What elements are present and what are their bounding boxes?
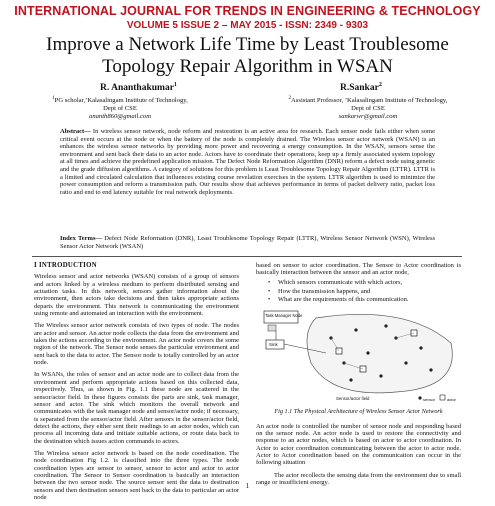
architecture-diagram xyxy=(256,308,461,406)
author-name-2: R.Sankar$^2$ xyxy=(340,82,382,94)
left-column xyxy=(34,262,239,506)
label-field: Sensor/actor field xyxy=(336,395,370,401)
affiliation-dept: Dept of CSE xyxy=(103,105,137,113)
abstract xyxy=(60,128,435,196)
figure-caption: Fig 1.1 The Physical Architecture of Wireless Sensor Actor Network xyxy=(274,407,443,415)
sensor-node xyxy=(349,378,352,381)
right-column xyxy=(256,262,461,491)
bullet-list xyxy=(278,279,461,304)
paragraph: An actor node is controlled the number of sensor node and responding based on the sensor node. An actor node is used to restore the connectivity and response to an actor nodes, which is based on actor to actor coordination. In Actor to actor coordination communicating between the actor to actor node. Actor to Actor coordination based on the communication can occur in the following situation xyxy=(256,422,461,467)
author-email: ananth860@gmail.com xyxy=(89,113,151,121)
author-name-1: R. Ananthakumar$^1$ xyxy=(100,82,177,94)
paragraph: based on sensor to actor coordination. The Sensor to Actor coordination is basically interaction between the sensor and an actor node, xyxy=(256,262,461,277)
abstract-label: Abstract— xyxy=(60,128,91,135)
affiliation-dept: Dept of CSE xyxy=(351,105,385,113)
legend-actor-icon xyxy=(440,395,445,400)
affiliation-marker: 1 xyxy=(52,96,55,101)
index-terms-label: Index Terms— xyxy=(60,235,103,242)
legend-sensor-icon xyxy=(418,396,421,399)
affiliation-line: PG scholar,’Kalasalingam Institute of Technology, xyxy=(54,97,188,105)
sensor-node xyxy=(419,346,422,349)
journal-title: INTERNATIONAL JOURNAL FOR TRENDS IN ENGINEERING & TECHNOLOGY xyxy=(14,4,481,18)
paper-title: Improve a Network Life Time by Least Troublesome Topology Repair Algorithm in WSAN xyxy=(46,34,449,77)
paragraph: The actor recollects the sensing data from the environment due to small range or insufficient energy. xyxy=(256,471,461,487)
sensor-node xyxy=(429,368,432,371)
list-item: • Which sensors communicate with which actors, xyxy=(278,279,461,286)
author-affiliation-1 xyxy=(20,95,220,121)
legend-actor-label: actor xyxy=(447,396,456,402)
computer-icon xyxy=(268,325,276,331)
sensor-node xyxy=(379,374,382,377)
paragraph: Wireless sensor and actor networks (WSAN) consists of a group of sensors and actors linked by a wireless medium to perform distributed sensing and actuation tasks. In this network, sensors gather information about the environment, then actors take decisions and then takes appropriate actions departs the environment. This network is communicating the environment using remote and automated an interaction with the environment. xyxy=(34,273,239,318)
figure-wsan-architecture xyxy=(256,308,461,406)
author-email: sankarwr@gmail.com xyxy=(338,113,398,121)
sensor-node xyxy=(354,328,357,331)
abstract-text: In wireless sensor network, node reform and restoration is an active area for research. Each sensor node fails either when some critical event occurs at the node or when the battery of the node is completely drained. The Wireless sensor actor network (WSAN) is an enhances the wireless sensor networks by providing more power and recovering a energy consumption. In the WSAN, sensors sense the environment and sent back their data to an actor node. Actors have to coordinate their operations, keep up a firmly associated system topology at all times and achieve the predefined application mission. The Defect Node Reformation Algorithm (DNR) reform a defect node using genetic and the grade diffusion algorithms. A category of solutions for this problem is Least Troublesome Topology Repair Algorithm (LTTR). LTTR is a limited and circulated calculation that influences existing course revelation exercises in the system. LTTR algorithm is used to minimize the power consumption and reform a transmission path. Our results show that achieves performance in terms of packet delivery ratio, packet loss ratio and end to end latency suitable for real network deployments. xyxy=(60,128,435,196)
affiliation-line: Assistant Professor, ’Kalasalingam Institute of Technology, xyxy=(291,97,448,105)
list-item: • What are the requirements of this communication. xyxy=(278,296,461,303)
affiliation-marker: 2 xyxy=(288,96,292,101)
paragraph: The Wireless sensor actor network consists of two types of node. The nodes are actor and sensor. An actor node collects the data from the environment and takes the actions according to the environment. An actor node covers the some region of the network. The Sensor node senses the particular environment and sent back to the data to actor. The Sensor node is totally controlled by an actor node. xyxy=(34,322,239,367)
label-sink: Sink xyxy=(269,341,278,347)
sensor-node xyxy=(404,361,407,364)
list-item: • How the transmission happens, and xyxy=(278,288,461,295)
legend-sensor-label: sensor xyxy=(423,396,436,402)
journal-volume: VOLUME 5 ISSUE 2 – MAY 2015 - ISSN: 2349 - 9303 xyxy=(126,20,369,31)
sensor-node xyxy=(366,351,369,354)
index-terms xyxy=(60,235,435,250)
page-number: 1 xyxy=(245,482,250,490)
index-terms-text: Defect Node Reformation (DNR), Least Troublesome Topology Repair (LTTR), Wireless Sensor Network (WSN), Wireless Sensor Actor Network (WSAN) xyxy=(60,235,436,250)
paragraph: The Wireless sensor actor network is based on the node coordination. The node coordination Fig 1.2. is classified into the three types. The node coordination types are sensor to sensor, sensor to actor and actor to actor coordination. The Sensor to Sensor coordination is basically an interaction between the two sensor node. The source sensor sent the data to destination sensors and then destination sensors sent back to the data to particular an actor node xyxy=(34,449,239,501)
sensor-field-boundary xyxy=(307,314,452,393)
label-task-manager: Task Manager Node xyxy=(265,312,303,318)
sensor-node xyxy=(384,324,387,327)
author-affiliation-2 xyxy=(258,95,478,121)
paragraph: In WSANs, the roles of sensor and an actor node are to collect data from the environment and perform appropriate actions based on this collected data, respectively. Thus, as shown in Fig. 1.1 these node are scattered in the sensor/actor field. In these figures consists the parts are sink, task manager, sensor and actor. The sink which monitors the overall network and communicates with the task manager node and sensor/actor node; if necessary, is separated from the sensor/actor field. After sensors in the sensor/actor field, detect the actions, they either sent their readings to an actor nodes, which can process all incoming data and initiate suitable actions, or route data back to the destination which issues action commands to actors. xyxy=(34,371,239,445)
section-divider xyxy=(32,256,462,257)
section-heading: I INTRODUCTION xyxy=(34,262,97,269)
